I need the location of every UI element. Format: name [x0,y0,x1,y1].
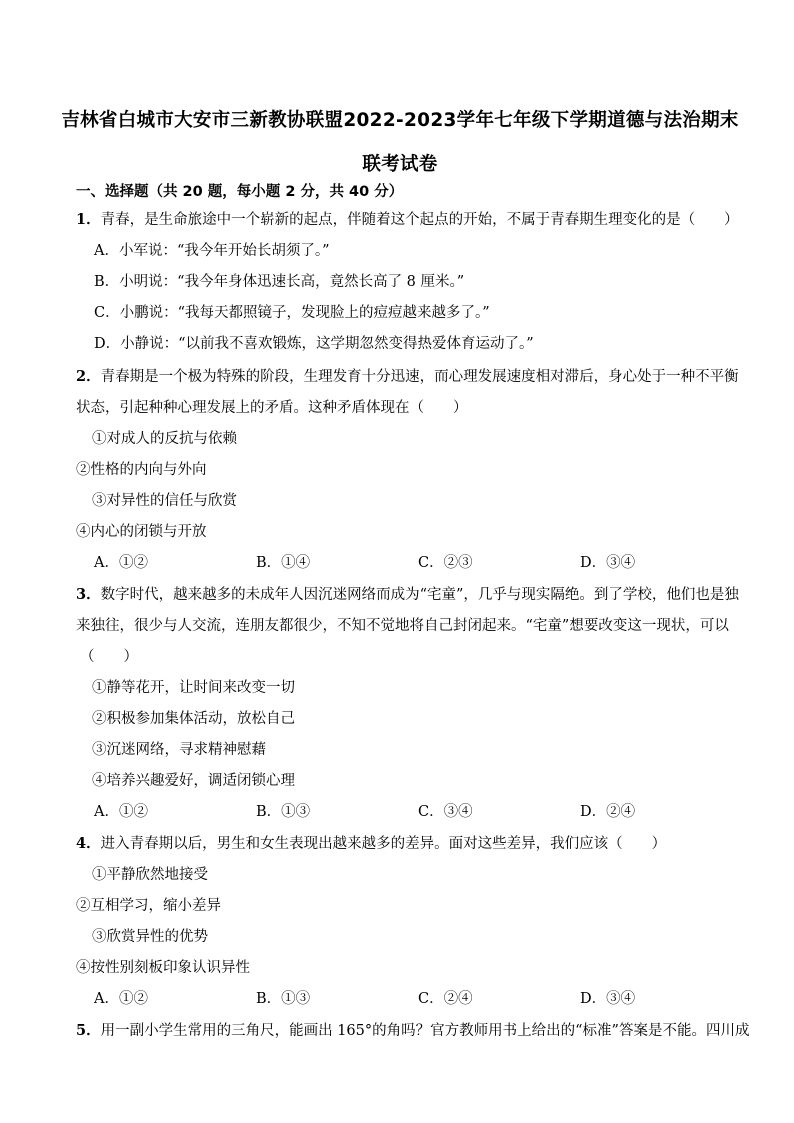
answer-b: B．①③ [256,804,311,820]
exam-title-line2: 联考试卷 [362,154,438,175]
question-stem-line1: 青春期是一个极为特殊的阶段，生理发育十分迅速，而心理发展速度相对滞后，身心处于一种不平衡 [100,369,739,385]
question-3 [76,583,739,604]
q3-item-1: ①静等花开，让时间来改变一切 [92,680,295,696]
question-number: 1． [76,211,101,228]
q4-item-3: ③欣赏异性的优势 [92,929,208,945]
q4-item-1: ①平静欣然地接受 [92,867,208,883]
exam-title-line1: 吉林省白城市大安市三新教协联盟2022-2023学年七年级下学期道德与法治期末 [61,110,739,131]
answer-d: D．③④ [580,991,636,1007]
question-stem: 用一副小学生常用的三角尺，能画出 165°的角吗？官方教师用书上给出的“标准”答案是不能。四川成 [100,1023,750,1039]
q2-item-4: ④内心的闭锁与开放 [76,524,207,540]
q3-answer-row [0,800,794,820]
question-2 [76,365,739,386]
answer-b: B．①④ [256,555,311,571]
q2-answer-row [0,551,794,571]
question-number: 4． [76,835,101,852]
question-stem-line2: 来独往，很少与人交流，连朋友都很少，不知不觉地将自己封闭起来。“宅童”想要改变这一现状，可以 [76,618,729,634]
answer-a: A．①② [94,555,148,571]
q4-item-2: ②互相学习，缩小差异 [76,898,221,914]
question-1 [76,208,739,229]
section-heading: 一、选择题（共 20 题，每小题 2 分，共 40 分） [76,184,404,200]
q2-item-2: ②性格的内向与外向 [76,462,207,478]
q4-item-4: ④按性别刻板印象认识异性 [76,960,250,976]
question-stem-line3: （ ） [80,649,138,665]
q3-item-2: ②积极参加集体活动，放松自己 [92,711,295,727]
answer-c: C．②③ [418,555,473,571]
q4-answer-row [0,987,794,1007]
answer-d: D．③④ [580,555,636,571]
question-number: 5． [76,1022,101,1039]
q3-item-3: ③沉迷网络，寻求精神慰藉 [92,742,266,758]
q1-option-d: D．小静说：“以前我不喜欢锻炼，这学期忽然变得热爱体育运动了。” [94,336,534,352]
answer-b: B．①③ [256,991,311,1007]
q1-option-a: A．小军说：“我今年开始长胡须了。” [94,243,330,259]
answer-a: A．①② [94,991,148,1007]
question-stem: 进入青春期以后，男生和女生表现出越来越多的差异。面对这些差异，我们应该（ ） [100,836,667,852]
question-stem-line2: 状态，引起种种心理发展上的矛盾。这种矛盾体现在（ ） [76,400,468,416]
question-number: 3． [76,586,101,603]
answer-a: A．①② [94,804,148,820]
q2-item-3: ③对异性的信任与欣赏 [92,493,237,509]
q3-item-4: ④培养兴趣爱好，调适闭锁心理 [92,773,295,789]
question-stem-line1: 数字时代，越来越多的未成年人因沉迷网络而成为“宅童”，几乎与现实隔绝。到了学校，他们也是独 [100,587,739,603]
question-number: 2． [76,368,101,385]
q2-item-1: ①对成人的反抗与依赖 [92,431,237,447]
question-stem: 青春，是生命旅途中一个崭新的起点，伴随着这个起点的开始，不属于青春期生理变化的是（ ） [100,212,739,228]
question-5 [76,1019,749,1040]
q1-option-b: B．小明说：“我今年身体迅速长高，竟然长高了 8 厘米。” [94,274,465,290]
q1-option-c: C．小鹏说：“我每天都照镜子，发现脸上的痘痘越来越多了。” [94,305,490,321]
answer-d: D．②④ [580,804,636,820]
answer-c: C．②④ [418,991,473,1007]
question-4 [76,832,666,853]
answer-c: C．③④ [418,804,473,820]
